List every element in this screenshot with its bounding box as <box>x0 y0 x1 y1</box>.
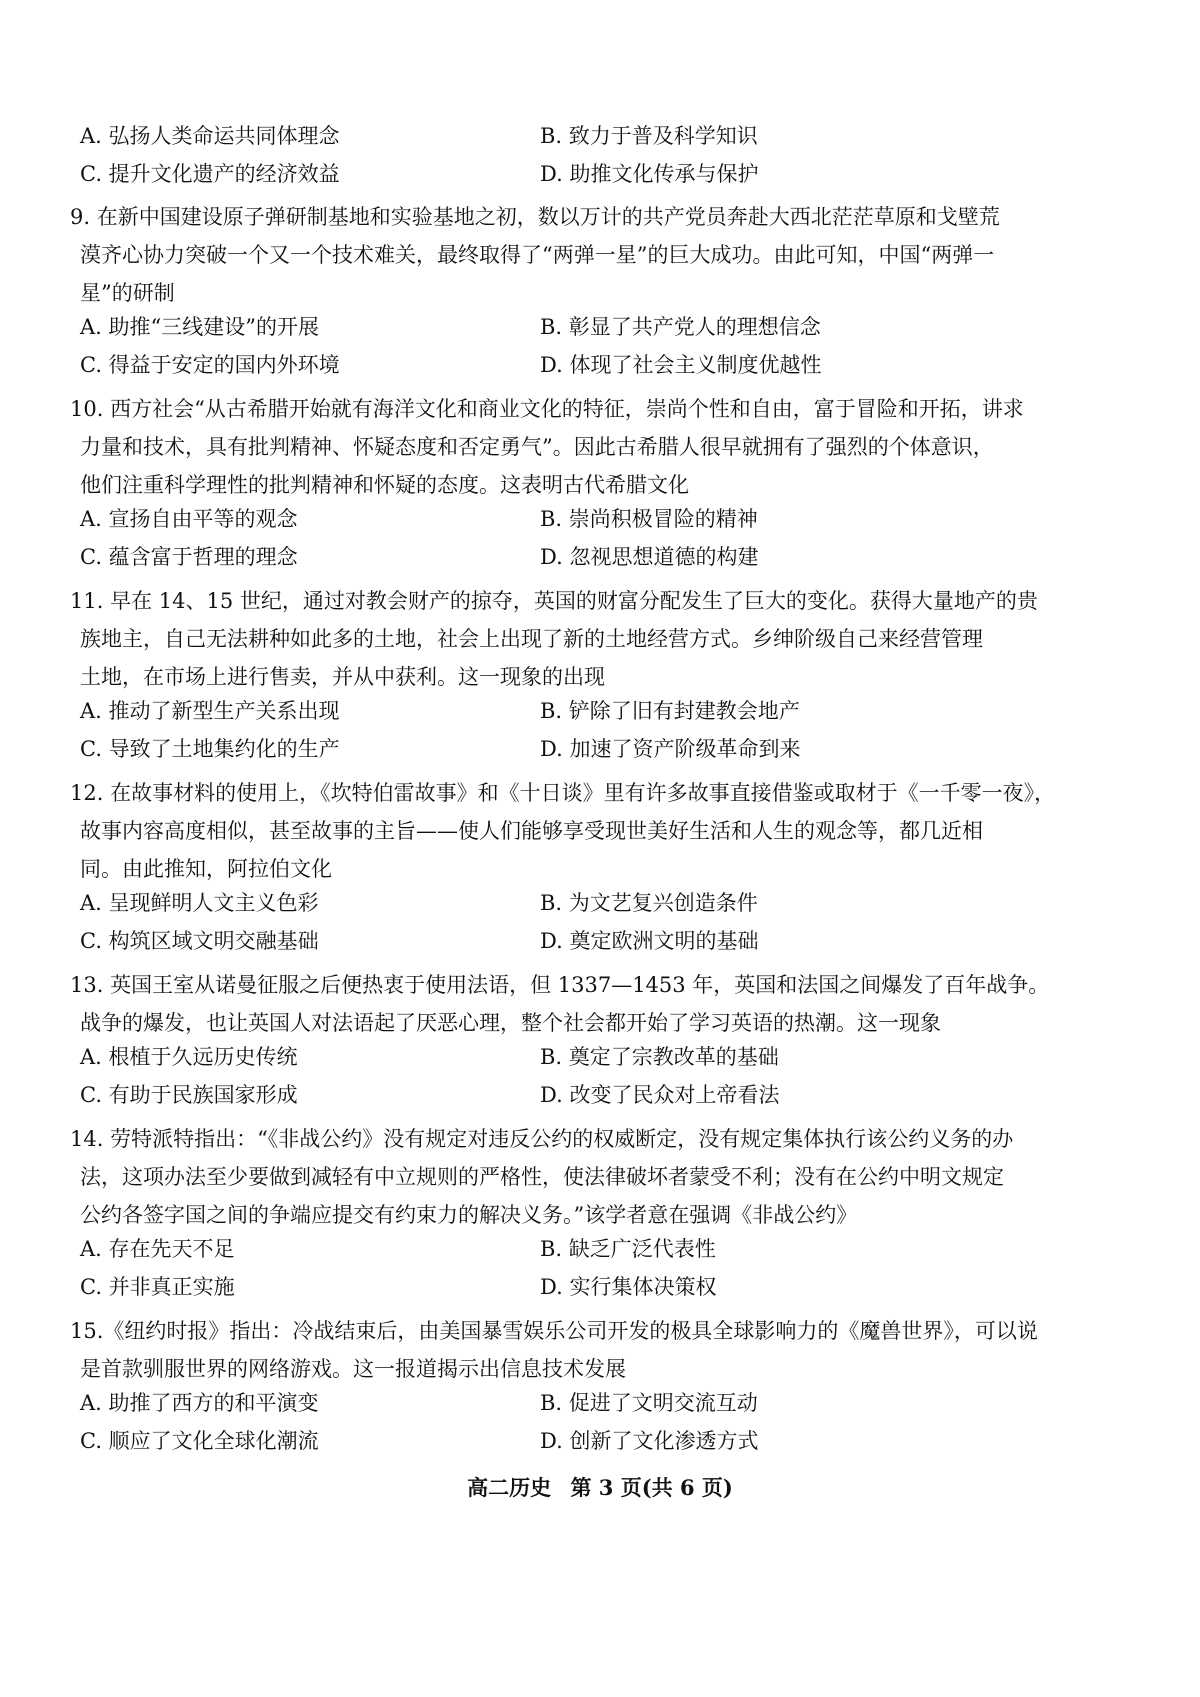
stem-line: 14. 劳特派特指出：“《非战公约》没有规定对违反公约的权威断定，没有规定集体执行该公约义务的办 <box>70 1127 1014 1151</box>
question-11-stem <box>70 582 1115 696</box>
footer-page-number: 第 3 页(共 6 页) <box>570 1475 733 1500</box>
q13-option-d: D. 改变了民众对上帝看法 <box>540 1083 780 1107</box>
stem-line: 是首款驯服世界的网络游戏。这一报道揭示出信息技术发展 <box>80 1357 626 1381</box>
stem-line: 15.《纽约时报》指出：冷战结束后，由美国暴雪娱乐公司开发的极具全球影响力的《魔兽世界》，可以说 <box>70 1319 1038 1343</box>
q10-option-b: B. 崇尚积极冒险的精神 <box>540 507 758 531</box>
stem-line: 星”的研制 <box>80 281 175 305</box>
stem-line: 战争的爆发，也让英国人对法语起了厌恶心理，整个社会都开始了学习英语的热潮。这一现象 <box>80 1011 941 1035</box>
q13-option-b: B. 奠定了宗教改革的基础 <box>540 1045 779 1069</box>
q10-option-d: D. 忽视思想道德的构建 <box>540 545 759 569</box>
stem-line: 公约各签字国之间的争端应提交有约束力的解决义务。”该学者意在强调《非战公约》 <box>80 1203 858 1227</box>
q12-option-c: C. 构筑区域文明交融基础 <box>80 929 319 953</box>
q15-option-a: A. 助推了西方的和平演变 <box>80 1391 319 1415</box>
q13-option-c: C. 有助于民族国家形成 <box>80 1083 298 1107</box>
q15-option-d: D. 创新了文化渗透方式 <box>540 1429 759 1453</box>
q14-option-b: B. 缺乏广泛代表性 <box>540 1237 716 1261</box>
question-15-stem <box>70 1312 1115 1388</box>
q12-option-d: D. 奠定欧洲文明的基础 <box>540 929 759 953</box>
stem-line: 11. 早在 14、15 世纪，通过对教会财产的掠夺，英国的财富分配发生了巨大的变化。获得大量地产的贵 <box>70 589 1038 613</box>
question-9-stem <box>70 198 1115 312</box>
stem-line: 12. 在故事材料的使用上，《坎特伯雷故事》和《十日谈》里有许多故事直接借鉴或取材于《一千零一夜》， <box>70 781 1056 805</box>
question-10-stem <box>70 390 1115 504</box>
q14-option-c: C. 并非真正实施 <box>80 1275 235 1299</box>
q11-option-d: D. 加速了资产阶级革命到来 <box>540 737 801 761</box>
stem-line: 法，这项办法至少要做到减轻有中立规则的严格性，使法律破坏者蒙受不利；没有在公约中明文规定 <box>80 1165 1004 1189</box>
stem-line: 13. 英国王室从诺曼征服之后便热衷于使用法语，但 1337—1453 年，英国和法国之间爆发了百年战争。 <box>70 973 1050 997</box>
q9-option-b: B. 彰显了共产党人的理想信念 <box>540 315 821 339</box>
q15-option-b: B. 促进了文明交流互动 <box>540 1391 758 1415</box>
stem-line: 族地主，自己无法耕种如此多的土地，社会上出现了新的土地经营方式。乡绅阶级自己来经营管理 <box>80 627 983 651</box>
question-13-stem <box>70 966 1115 1042</box>
q9-option-d: D. 体现了社会主义制度优越性 <box>540 353 822 377</box>
q11-option-b: B. 铲除了旧有封建教会地产 <box>540 699 800 723</box>
question-12-stem <box>70 774 1115 888</box>
stem-line: 10. 西方社会“从古希腊开始就有海洋文化和商业文化的特征，崇尚个性和自由，富于冒险和开拓，讲求 <box>70 397 1024 421</box>
q9-option-a: A. 助推“三线建设”的开展 <box>80 315 319 339</box>
q9-option-c: C. 得益于安定的国内外环境 <box>80 353 340 377</box>
q13-option-a: A. 根植于久远历史传统 <box>80 1045 298 1069</box>
stem-line: 力量和技术，具有批判精神、怀疑态度和否定勇气”。因此古希腊人很早就拥有了强烈的个体意识， <box>80 435 994 459</box>
q12-option-b: B. 为文艺复兴创造条件 <box>540 891 758 915</box>
q14-option-d: D. 实行集体决策权 <box>540 1275 717 1299</box>
q11-option-c: C. 导致了土地集约化的生产 <box>80 737 340 761</box>
q8-option-d: D. 助推文化传承与保护 <box>540 162 759 186</box>
stem-line: 漠齐心协力突破一个又一个技术难关，最终取得了“两弹一星”的巨大成功。由此可知，中国“两弹一 <box>80 243 995 267</box>
q8-option-a: A. 弘扬人类命运共同体理念 <box>80 124 340 148</box>
q10-option-a: A. 宣扬自由平等的观念 <box>80 507 298 531</box>
q11-option-a: A. 推动了新型生产关系出现 <box>80 699 340 723</box>
footer-subject: 高二历史 <box>467 1475 552 1500</box>
stem-line: 土地，在市场上进行售卖，并从中获利。这一现象的出现 <box>80 665 605 689</box>
stem-line: 他们注重科学理性的批判精神和怀疑的态度。这表明古代希腊文化 <box>80 473 689 497</box>
q12-option-a: A. 呈现鲜明人文主义色彩 <box>80 891 319 915</box>
q10-option-c: C. 蕴含富于哲理的理念 <box>80 545 298 569</box>
question-14-stem <box>70 1120 1115 1234</box>
q15-option-c: C. 顺应了文化全球化潮流 <box>80 1429 319 1453</box>
q14-option-a: A. 存在先天不足 <box>80 1237 235 1261</box>
stem-line: 9. 在新中国建设原子弹研制基地和实验基地之初，数以万计的共产党员奔赴大西北茫茫草原和戈壁荒 <box>70 205 1000 229</box>
stem-line: 故事内容高度相似，甚至故事的主旨——使人们能够享受现世美好生活和人生的观念等，都几近相 <box>80 819 983 843</box>
page-footer <box>0 1472 1200 1502</box>
q8-option-b: B. 致力于普及科学知识 <box>540 124 758 148</box>
stem-line: 同。由此推知，阿拉伯文化 <box>80 857 332 881</box>
q8-option-c: C. 提升文化遗产的经济效益 <box>80 162 340 186</box>
